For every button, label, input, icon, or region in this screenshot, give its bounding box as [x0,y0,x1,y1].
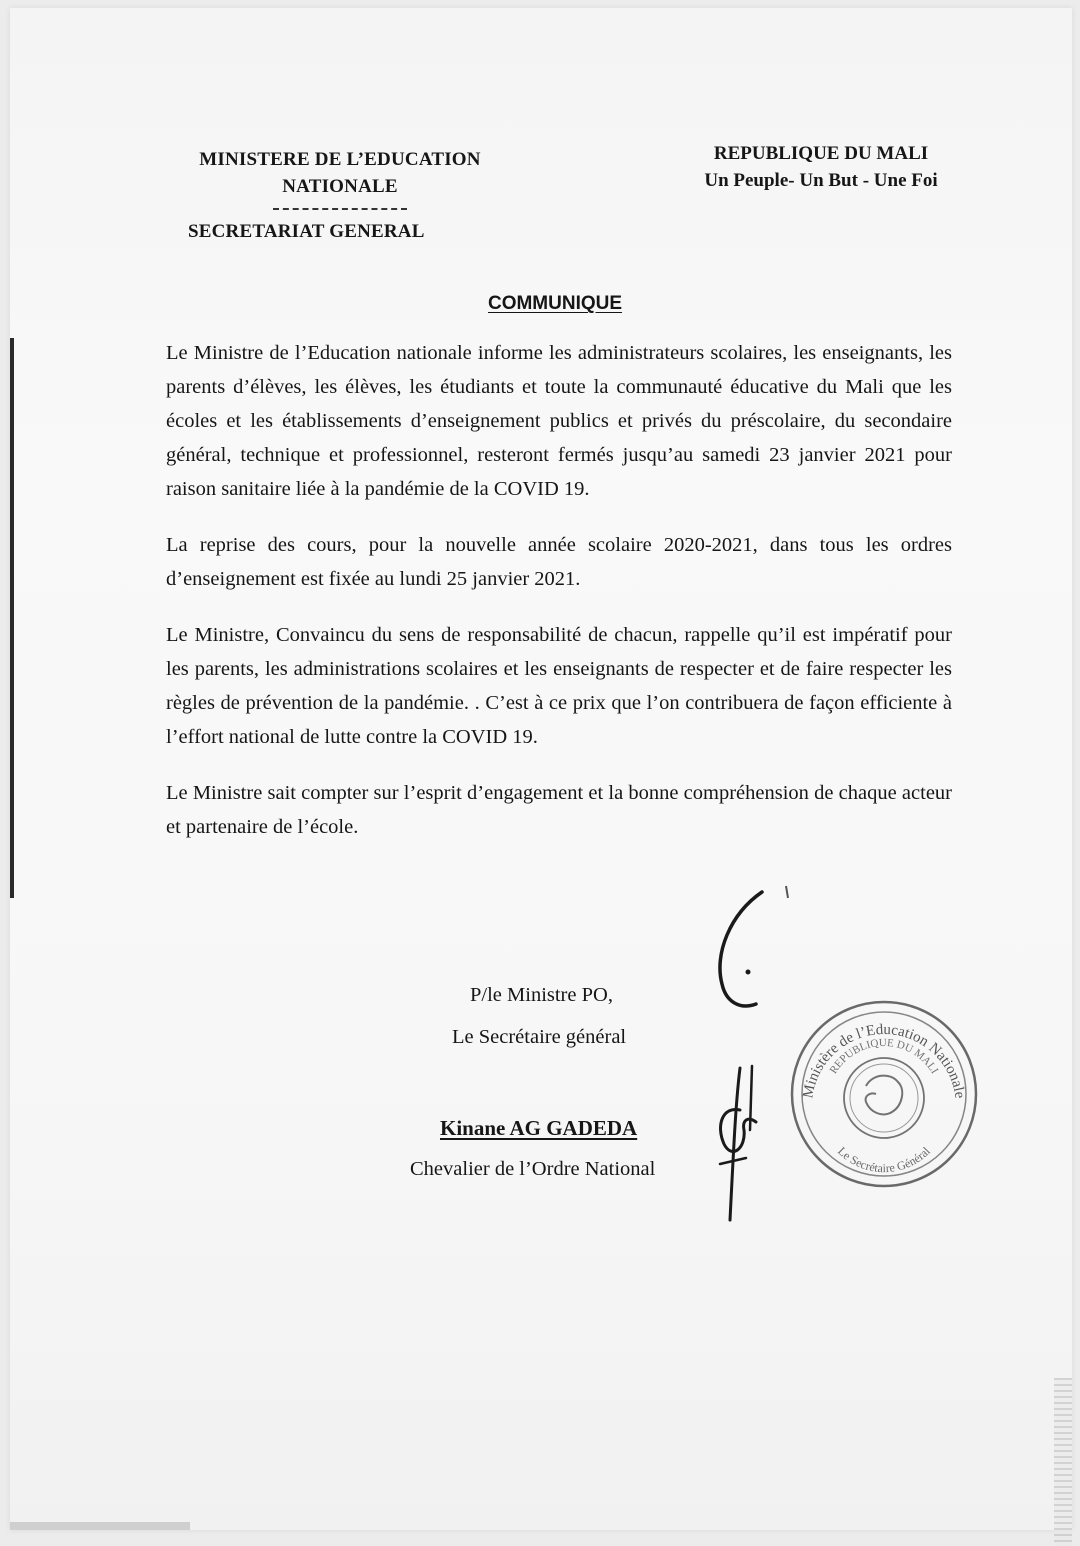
handwritten-mark [700,874,800,1024]
header-separator [273,208,407,210]
scan-edge-left [10,338,14,898]
secretariat-general: SECRETARIAT GENERAL [188,221,425,242]
communique-body [166,336,952,866]
communique-title: COMMUNIQUE [487,293,623,314]
official-seal [786,994,982,1194]
paragraph-closure: Le Ministre de l’Education nationale informe les administrateurs scolaires, les enseignants, les parents d’élèves, les élèves, les étudiants et toute la communauté éducative du Mali que les écoles et les établissements d’enseignement publics et privés du préscolaire, du secondaire général, technique et professionnel, resteront fermés jusqu’au samedi 23 janvier 2021 pour raison sanitaire liée à la pandémie de la COVID 19. [166,342,952,500]
signature-scribble [700,1060,780,1230]
national-motto: Un Peuple- Un But - Une Foi [704,170,938,191]
signature-role-line1: P/le Ministre PO, [470,984,613,1006]
paragraph-resumption: La reprise des cours, pour la nouvelle année scolaire 2020-2021, dans tous les ordres d’enseignement est fixée au lundi 25 janvier 2021. [166,534,952,590]
seal-inner-text: REPUBLIQUE DU MALI [827,1036,941,1077]
ministry-header [160,146,520,245]
scan-edge-right [1054,1378,1072,1546]
communique-title-wrap [0,293,1080,315]
republic-header [676,140,966,194]
paragraph-prevention: Le Ministre, Convaincu du sens de responsabilité de chacun, rappelle qu’il est impératif pour les parents, les administrations scolaires et les enseignants de respecter et de faire respecter les règles de prévention de la pandémie. . C’est à ce prix que l’on contribuera de façon efficiente à l’effort national de lutte contre la COVID 19. [166,624,952,748]
seal-outer-text: Ministère de l’Education Nationale [800,1021,968,1100]
paragraph-engagement: Le Ministre sait compter sur l’esprit d’engagement et la bonne compréhension de chaque acteur et partenaire de l’école. [166,782,952,838]
signatory-name: Kinane AG GADEDA [440,1116,638,1140]
signatory-distinction: Chevalier de l’Ordre National [410,1158,656,1180]
scan-edge-bottom [10,1522,190,1530]
republic-name: REPUBLIQUE DU MALI [713,143,929,164]
ministry-name-line1: MINISTERE DE L’EDUCATION [199,149,481,170]
signature-role-line2: Le Secrétaire général [452,1026,627,1048]
seal-bottom-text: Le Secrétaire Général [835,1143,933,1176]
ministry-name-line2: NATIONALE [282,176,398,197]
